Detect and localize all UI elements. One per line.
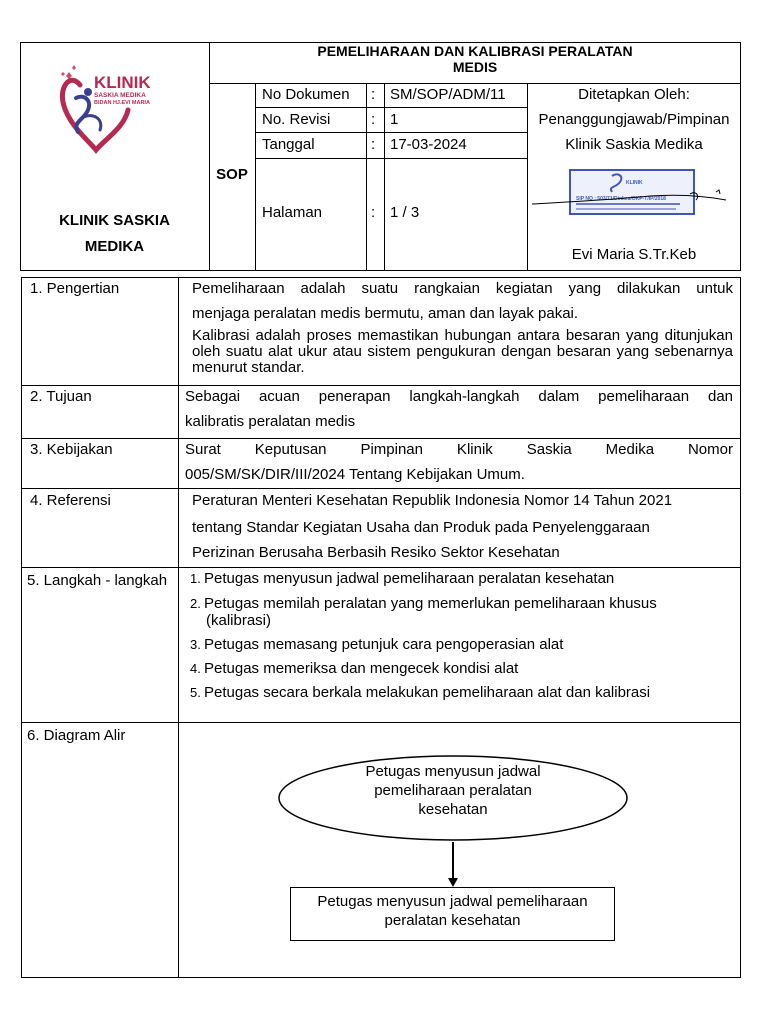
flowchart-start-ellipse	[277, 754, 629, 842]
page-value: 1 / 3	[390, 204, 420, 221]
svg-text:KLINIK: KLINIK	[626, 180, 643, 186]
referensi-line1: Peraturan Menteri Kesehatan Republik Indonesia Nomor 14 Tahun 2021	[192, 492, 673, 509]
section-kebijakan-label: 3. Kebijakan	[30, 441, 113, 458]
list-item: 5. Petugas secara berkala melakukan pemeliharaan alat dan kalibrasi	[190, 684, 651, 701]
sop-label: SOP	[216, 166, 248, 183]
svg-text:BIDAN HJ.EVI MARIA: BIDAN HJ.EVI MARIA	[94, 100, 150, 106]
doc-number-value: SM/SOP/ADM/11	[390, 86, 506, 103]
svg-text:SASKIA MEDIKA: SASKIA MEDIKA	[94, 92, 146, 99]
pengertian-p2-line3: menurut standar.	[192, 359, 305, 376]
date-label: Tanggal	[262, 136, 315, 153]
list-item: 3. Petugas memasang petunjuk cara pengoperasian alat	[190, 636, 564, 653]
page-label: Halaman	[262, 204, 323, 221]
svg-text:KLINIK: KLINIK	[94, 73, 151, 92]
list-item: 2. Petugas memilah peralatan yang memerlukan pemeliharaan khusus (kalibrasi)	[190, 595, 657, 629]
section-referensi-label: 4. Referensi	[30, 492, 111, 509]
referensi-line2: tentang Standar Kegiatan Usaha dan Produk pada Penyelenggaraan	[192, 519, 650, 536]
date-value: 17-03-2024	[390, 136, 467, 153]
ellipse-text-line3: kesehatan	[418, 801, 488, 818]
clinic-logo	[58, 58, 183, 158]
pengertian-p1-line1: Pemeliharaan adalah suatu rangkaian kegiatan yang dilakukan untuk	[192, 280, 733, 297]
stamp-text: SIP NO : 503/71/Dinkes/OKP-T/IP/2018	[576, 196, 666, 202]
section-diagram-label: 6. Diagram Alir	[27, 727, 126, 744]
document-title: PEMELIHARAAN DAN KALIBRASI PERALATAN MEDIS	[317, 43, 633, 75]
ellipse-text-line1: Petugas menyusun jadwal	[365, 763, 541, 780]
tujuan-line2: kalibratis peralatan medis	[185, 413, 356, 430]
approval-heading: Ditetapkan Oleh:	[578, 86, 690, 103]
list-item: 4. Petugas memeriksa dan mengecek kondisi alat	[190, 660, 519, 677]
revision-label: No. Revisi	[262, 111, 331, 128]
doc-number-label: No Dokumen	[262, 86, 350, 103]
signer-name: Evi Maria S.Tr.Keb	[571, 246, 697, 263]
pengertian-p2-line1: Kalibrasi adalah proses memastikan hubungan antara besaran yang ditunjukan	[192, 327, 733, 344]
kebijakan-line2: 005/SM/SK/DIR/III/2024 Tentang Kebijakan Umum.	[185, 466, 525, 483]
list-item: 1. Petugas menyusun jadwal pemeliharaan peralatan kesehatan	[190, 570, 615, 587]
clinic-name-line2: MEDIKA	[84, 238, 145, 255]
kebijakan-line1: Surat Keputusan Pimpinan Klinik Saskia Medika Nomor	[185, 441, 733, 458]
section-tujuan-label: 2. Tujuan	[30, 388, 92, 405]
arrow-down-icon	[447, 842, 459, 888]
stamp-icon	[530, 166, 735, 218]
tujuan-line1: Sebagai acuan penerapan langkah-langkah dalam pemeliharaan dan	[185, 388, 733, 405]
section-pengertian-label: 1. Pengertian	[30, 280, 120, 297]
approval-clinic: Klinik Saskia Medika	[565, 136, 703, 153]
box-text-line2: peralatan kesehatan	[384, 912, 521, 929]
section-langkah-label: 5. Langkah - langkah	[27, 572, 168, 589]
clinic-name-line1: KLINIK SASKIA	[59, 212, 170, 229]
stamp-and-signature	[530, 166, 735, 218]
approval-role: Penanggungjawab/Pimpinan	[538, 111, 730, 128]
ellipse-text-line2: pemeliharaan peralatan	[374, 782, 532, 799]
flowchart-process-box	[290, 887, 615, 941]
pengertian-p1-line2: menjaga peralatan medis bermutu, aman dan layak pakai.	[192, 305, 579, 322]
pengertian-p2-line2: oleh suatu alat ukur atau sistem pengukuran dengan besaran yang sebenarnya	[192, 343, 733, 360]
heart-logo-icon	[58, 58, 183, 158]
box-text-line1: Petugas menyusun jadwal pemeliharaan	[317, 893, 588, 910]
flowchart-arrow	[447, 842, 459, 888]
revision-value: 1	[390, 111, 399, 128]
referensi-line3: Perizinan Berusaha Berbasih Resiko Sektor Kesehatan	[192, 544, 560, 561]
